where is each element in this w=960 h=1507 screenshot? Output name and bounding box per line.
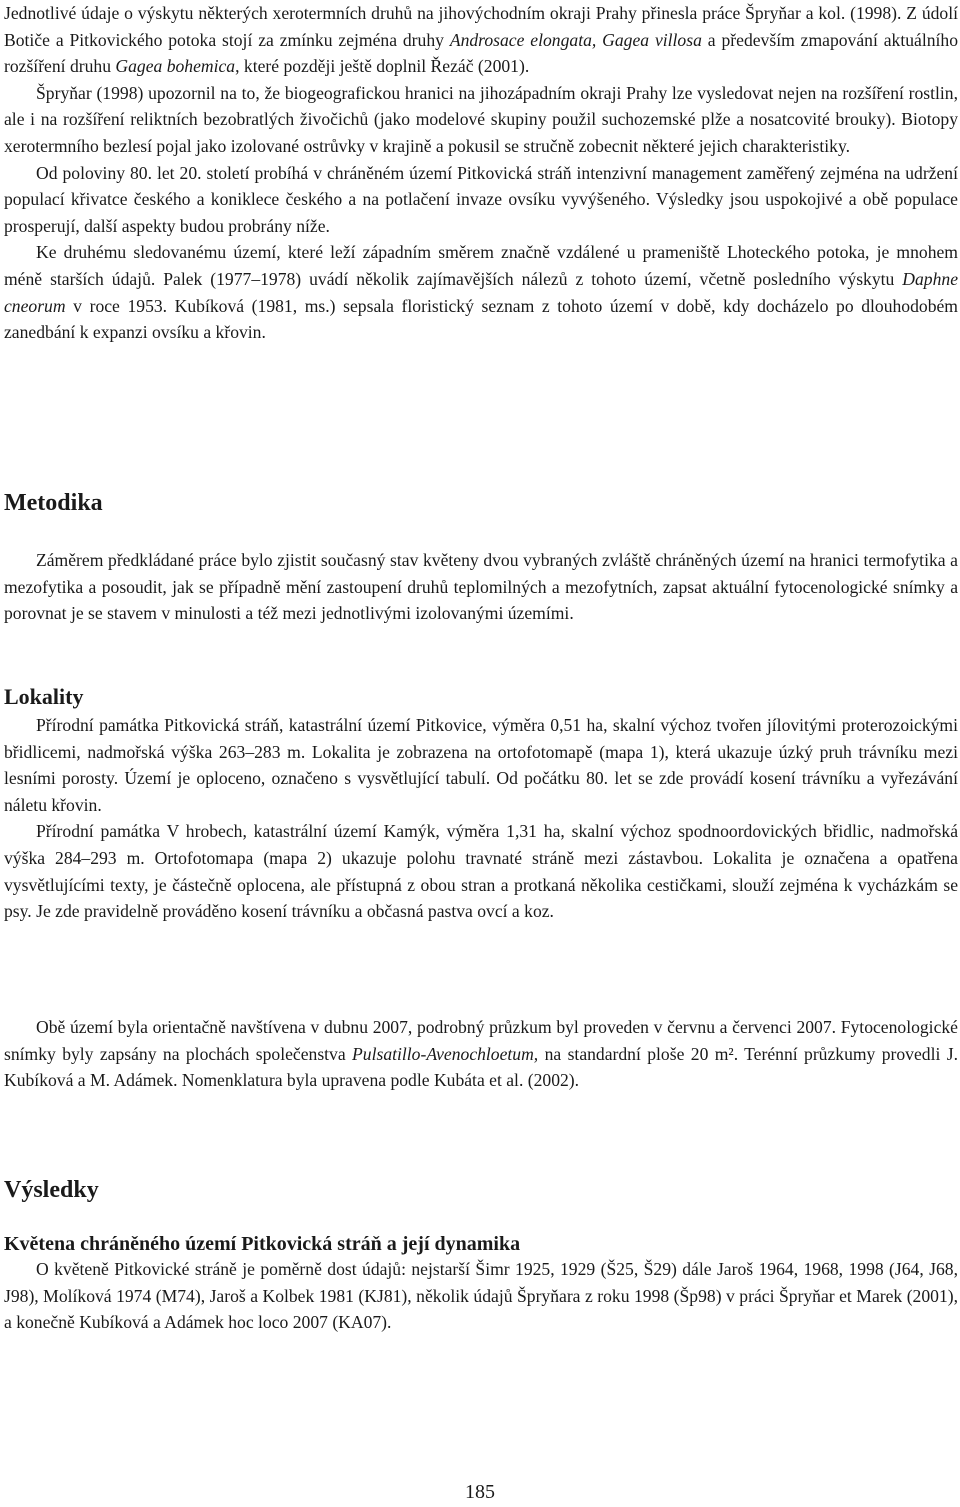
intro-paragraph-4: Ke druhému sledovanému území, které leží západním směrem značně vzdálené u prameniště Lhoteckého potoka, je mnohem méně starších údajů. Palek (1977–1978) uvádí několik zajímavějších nálezů z tohoto území, včetně posledního výskytu Daphne cneorum v roce 1953. Kubíková (1981, ms.) sepsala floristický seznam z tohoto území v době, kdy docházelo po dlouhodobém zanedbání k expanzi ovsíku a křovin. — [4, 242, 958, 343]
vysledky-section — [4, 1177, 958, 1336]
lokality-closing — [4, 1014, 958, 1094]
lokality-paragraph-1: Přírodní památka Pitkovická stráň, katastrální území Pitkovice, výměra 0,51 ha, skalní výchoz tvořen jílovitými proterozoickými břidlicemi, nadmořská výška 263–283 m. Lokalita je zobrazena na ortofotomapě (mapa 1), která ukazuje úzký pruh trávníku mezi lesními porosty. Území je oploceno, označeno s vysvětlující tabulí. Od počátku 80. let se zde provádí kosení trávníku a vyřezávání náletu křovin. — [4, 715, 958, 815]
lokality-paragraph-2: Přírodní památka V hrobech, katastrální území Kamýk, výměra 1,31 ha, skalní výchoz spodnoordovických břidlic, nadmořská výška 284–293 m. Ortofotomapa (mapa 2) ukazuje polohu travnaté stráně mezi zástavbou. Lokalita je označena a opatřena vysvětlujícími texty, je částečně oplocena, ale přístupná z obou stran a protkaná několika cestičkami, slouží zejména k vycházkám se psy. Je zde pravidelně prováděno kosení trávníku a občasná pastva ovcí a koz. — [4, 821, 958, 922]
subsection-title-kvetena: Květena chráněného území Pitkovická stráň a její dynamika — [4, 1233, 521, 1255]
section-title-lokality: Lokality — [4, 684, 84, 709]
page-number: 185 — [465, 1481, 495, 1503]
lokality-paragraph-3: Obě území byla orientačně navštívena v dubnu 2007, podrobný průzkum byl proveden v červnu a červenci 2007. Fytocenologické snímky byly zapsány na plochách společenstva Pulsatillo-Avenochloetum, na standardní ploše 20 m². Terénní průzkumy provedli J. Kubíková a M. Adámek. Nomenklatura byla upravena podle Kubáta et al. (2002). — [4, 1017, 958, 1091]
section-title-metodika: Metodika — [4, 490, 103, 516]
intro-paragraph-1: Jednotlivé údaje o výskytu některých xerotermních druhů na jihovýchodním okraji Prahy přinesla práce Špryňar a kol. (1998). Z údolí Botiče a Pitkovického potoka stojí za zmínku zejména druhy Androsace elongata, Gagea villosa a především zmapování aktuálního rozšíření druhu Gagea bohemica, které později ještě doplnil Řezáč (2001). — [4, 3, 958, 77]
intro-paragraph-2: Špryňar (1998) upozornil na to, že biogeografickou hranici na jihozápadním okraji Prahy lze vysledovat nejen na rozšíření rostlin, ale i na rozšíření reliktních bezobratlých živočichů (jako modelové skupiny použil suchozemské plže a nosatcovité brouky). Biotopy xerotermního bezlesí pojal jako izolované ostrůvky v krajině a pokusil se stručně zobecnit některé jejich charakteristiky. — [4, 82, 958, 156]
section-title-vysledky: Výsledky — [4, 1177, 99, 1203]
metodika-paragraph: Záměrem předkládané práce bylo zjistit současný stav květeny dvou vybraných zvláště chráněných území na hranici termofytika a mezofytika a posoudit, jak se případně mění zastoupení druhů teplomilných a mezofytních, zapsat aktuální fytocenologické snímky a porovnat je se stavem v minulosti a též mezi jednotlivými izolovanými územími. — [4, 550, 958, 624]
lokality-section — [4, 684, 958, 925]
intro-section — [4, 0, 958, 346]
metodika-section — [4, 490, 958, 627]
vysledky-paragraph: O květeně Pitkovické stráně je poměrně dost údajů: nejstarší Šimr 1925, 1929 (Š25, Š29) dále Jaroš 1964, 1968, 1998 (J64, J68, J98), Molíková 1974 (M74), Jaroš a Kolbek 1981 (KJ81), několik údajů Špryňara z roku 1998 (Šp98) v práci Špryňar et Marek (2001), a konečně Kubíková a Adámek hoc loco 2007 (KA07). — [4, 1259, 958, 1333]
intro-paragraph-3: Od poloviny 80. let 20. století probíhá v chráněném území Pitkovická stráň intenzivní management zaměřený zejména na udržení populací křivatce českého a koniklece českého a na potlačení invaze ovsíku vyvýšeného. Výsledky jsou uspokojivé a obě populace prosperují, další aspekty budou probrány níže. — [4, 162, 958, 236]
